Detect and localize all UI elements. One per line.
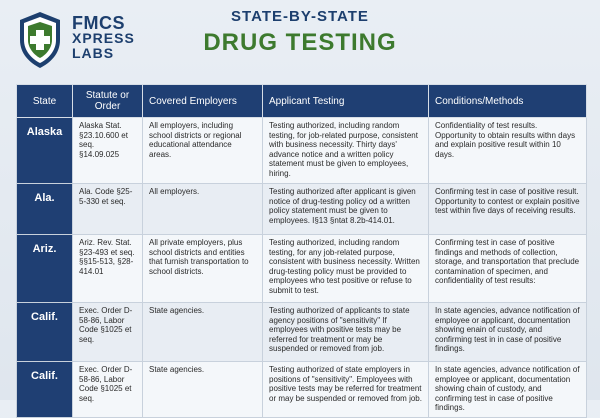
logo-text	[72, 13, 135, 61]
state-cell: Calif.	[17, 303, 73, 362]
applicant-cell: Testing authorized after applicant is given notice of drug-testing policy od a written policy statement must be given to employees. I§13 §ntat 8.2b-414.01.	[263, 184, 429, 235]
logo-line-1: FMCS	[72, 13, 125, 33]
drug-testing-table	[16, 84, 587, 418]
logo	[16, 10, 176, 72]
statute-cell: Exec. Order D-58-86, Labor Code §1025 et seq.	[73, 362, 143, 418]
header-conditions: Conditions/Methods	[429, 85, 587, 118]
statute-cell: Alaska Stat. §23.10.600 et seq. §14.09.025	[73, 118, 143, 184]
title-line-2: DRUG TESTING	[203, 29, 397, 56]
table-row	[17, 235, 587, 303]
table-row	[17, 303, 587, 362]
conditions-cell: In state agencies, advance notification of employee or applicant, documentation showing enain of custody, and confirming test in in case of positive findings.	[429, 303, 587, 362]
medical-shield-icon	[16, 10, 64, 70]
employers-cell: State agencies.	[143, 303, 263, 362]
applicant-cell: Testing authorized of applicants to state agency positions of "sensitivity" If employees with positive tests may be referred for treatment or may be suspended or removed from job.	[263, 303, 429, 362]
state-cell: Calif.	[17, 362, 73, 418]
conditions-cell: In state agencies, advance notification of employee or applicant, documentation showing chain of custody, and confirming test in case of positive findings.	[429, 362, 587, 418]
statute-cell: Ala. Code §25-5-330 et seq.	[73, 184, 143, 235]
employers-cell: All employers.	[143, 184, 263, 235]
applicant-cell: Testing authorized, including random testing, for any job-related purpose, consistent with business necessity. Written drug-testing policy must be provided to employees who test positive or refuse to submit to test.	[263, 235, 429, 303]
page-title	[190, 8, 410, 57]
conditions-cell: Confirming test in case of positive result. Opportunity to contest or explain positive test within five days of receiving results.	[429, 184, 587, 235]
table-header-row	[17, 85, 587, 118]
logo-line-2: XPRESS	[72, 30, 135, 46]
header-statute: Statute or Order	[73, 85, 143, 118]
table-row	[17, 118, 587, 184]
header	[0, 0, 600, 80]
applicant-cell: Testing authorized, including random testing, for job-related purpose, consistent with business necessity. Thirty days' advance notice and a written policy statement must be given to employees, hiring.	[263, 118, 429, 184]
title-line-1: STATE-BY-STATE	[231, 8, 369, 25]
applicant-cell: Testing authorized of state employers in positions of "sensitivity". Employees with positive tests may be referred for treatment or may be suspended or removed from job.	[263, 362, 429, 418]
header-applicant: Applicant Testing	[263, 85, 429, 118]
employers-cell: All private employers, plus school districts and entities that furnish transportation to school districts.	[143, 235, 263, 303]
employers-cell: State agencies.	[143, 362, 263, 418]
header-state: State	[17, 85, 73, 118]
table-row	[17, 362, 587, 418]
header-employers: Covered Employers	[143, 85, 263, 118]
logo-line-3: LABS	[72, 45, 115, 61]
employers-cell: All employers, including school districts or regional educational attendance areas.	[143, 118, 263, 184]
conditions-cell: Confidentiality of test results. Opportunity to obtain results withn days and explain positive result within 10 days.	[429, 118, 587, 184]
table-row	[17, 184, 587, 235]
state-cell: Ala.	[17, 184, 73, 235]
statute-cell: Exec. Order D-58-86, Labor Code §1025 et seq.	[73, 303, 143, 362]
conditions-cell: Confirming test in case of positive findings and methods of collection, storage, and transportation that preclude contamination of specimen, and confidentiality of test results:	[429, 235, 587, 303]
state-cell: Ariz.	[17, 235, 73, 303]
statute-cell: Ariz. Rev. Stat. §23-493 et seq. §§15-513, §28-414.01	[73, 235, 143, 303]
state-cell: Alaska	[17, 118, 73, 184]
